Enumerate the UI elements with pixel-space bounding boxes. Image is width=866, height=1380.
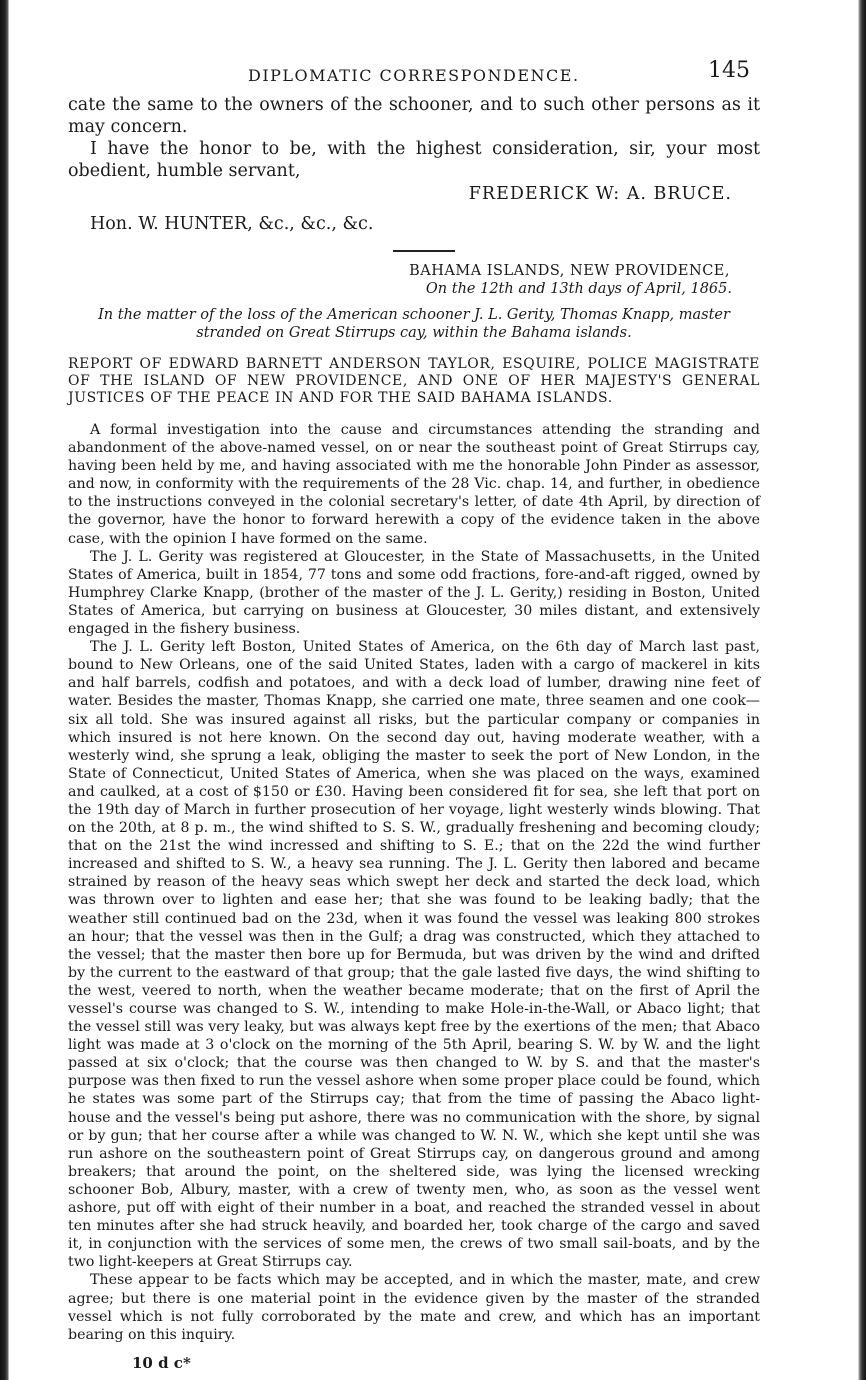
letter-paragraph: I have the honor to be, with the highest consideration, sir, your most obedient, humble servant, bbox=[68, 139, 760, 181]
report-heading: REPORT OF EDWARD BARNETT ANDERSON TAYLOR, ESQUIRE, POLICE MAGISTRATE OF THE ISLAND OF NEW PROVIDENCE, AND ONE OF HER MAJESTY'S GENERAL JUSTICES OF THE PEACE IN AND FOR THE SAID BAHAMA ISLANDS. bbox=[68, 356, 760, 406]
report-paragraph: The J. L. Gerity was registered at Gloucester, in the State of Massachusetts, in the United States of America, built in 1854, 77 tons and some odd fractions, fore-and-aft rigged, owned by Humphrey Clarke Knapp, (brother of the master of the J. L. Gerity,) residing in Boston, United States of America, but carrying on business at Gloucester, 30 miles distant, and extensively engaged in the fishery business. bbox=[68, 548, 760, 638]
running-title: DIPLOMATIC CORRESPONDENCE. bbox=[248, 66, 580, 85]
signature: FREDERICK W: A. BRUCE. bbox=[468, 184, 732, 204]
report-place: BAHAMA ISLANDS, NEW PROVIDENCE, bbox=[409, 263, 730, 279]
signature-mark: 10 d c* bbox=[132, 1353, 191, 1372]
scan-edge-left bbox=[0, 0, 9, 1380]
letter-paragraph: cate the same to the owners of the schooner, and to such other persons as it may concern. bbox=[68, 95, 760, 137]
report-paragraph: The J. L. Gerity left Boston, United States of America, on the 6th day of March last past, bound to New Orleans, one of the said United States, laden with a cargo of mackerel in kits and half barrels, codfish and potatoes, and with a deck load of lumber, drawing nine feet of water. Besides the master, Thomas Knapp, she carried one mate, three seamen and one cook—six all told. She was insured against all risks, but the particular company or companies in which insured is not here known. On the second day out, having moderate weather, with a westerly wind, she sprung a leak, obliging the master to seek the port of New London, in the State of Connecticut, United States of America, when she was placed on the ways, examined and caulked, at a cost of $150 or £30. Having been considered fit for sea, she left that port on the 19th day of March in further prosecution of her voyage, light westerly winds blowing. That on the 20th, at 8 p. m., the wind shifted to S. S. W., gradually freshening and becoming cloudy; that on the 21st the wind incressed and shifting to S. E.; that on the 22d the wind further increased and shifted to S. W., a heavy sea running. The J. L. Gerity then labored and became strained by reason of the heavy seas which swept her deck and started the deck load, which was thrown over to lighten and ease her; that she was found to be leaking badly; that the weather still continued bad on the 23d, when it was found the vessel was leaking 800 strokes an hour; that the vessel was then in the Gulf; a drag was constructed, which they attached to the vessel; that the master then bore up for Bermuda, but was driven by the wind and drifted by the current to the eastward of that group; that the gale lasted five days, the wind shifting to the west, veered to north, when the weather became moderate; that on the first of April the vessel's course was changed to S. W., intending to make Hole-in-the-Wall, or Abaco light; that the vessel still was very leaky, but was always kept free by the exertions of the men; that Abaco light was made at 3 o'clock on the morning of the 5th April, bearing S. W. by W. and the light passed at six o'clock; that the course was then changed to W. by S. and that the master's purpose was then fixed to run the vessel ashore when some proper place could be found, which he states was some part of the Stirrups cay; that from the time of passing the Abaco light-house and the vessel's being put ashore, there was no communication with the shore, by signal or by gun; that her course after a while was changed to W. N. W., which she kept until she was run ashore on the southeastern point of Great Stirrups cay, on dangerous ground and among breakers; that around the point, on the sheltered side, was lying the licensed wrecking schooner Bob, Albury, master, with a crew of twenty men, who, as soon as the vessel went ashore, put off with eight of their number in a boat, and reached the stranded vessel in about ten minutes after she had struck heavily, and boarded her, took charge of the cargo and saved it, in conjunction with the services of some men, the crews of two small sail-boats, and by the two light-keepers at Great Stirrups cay. bbox=[68, 639, 760, 1271]
document-page bbox=[68, 58, 760, 1372]
report-paragraph: A formal investigation into the cause and circumstances attending the stranding and abandonment of the above-named vessel, on or near the southeast point of Great Stirrups cay, having been held by me, and having associated with me the honorable John Pinder as assessor, and now, in conformity with the requirements of the 28 Vic. chap. 14, and further, in obedience to the instructions conveyed in the colonial secretary's letter, of date 4th April, by direction of the governor, have the honor to forward herewith a copy of the evidence taken in the above case, with the opinion I have formed on the same. bbox=[68, 422, 760, 547]
addressee: Hon. W. HUNTER, &c., &c., &c. bbox=[90, 214, 374, 234]
letter-closing bbox=[68, 94, 760, 234]
page-number: 145 bbox=[708, 58, 750, 83]
scan-edge-right bbox=[858, 0, 866, 1380]
report-matter: In the matter of the loss of the American schooner J. L. Gerity, Thomas Knapp, master stranded on Great Stirrups cay, within the Bahama islands. bbox=[98, 307, 730, 341]
report-paragraph: These appear to be facts which may be accepted, and in which the master, mate, and crew agree; but there is one material point in the evidence given by the master of the stranded vessel which is not fully corroborated by the mate and crew, and which has an important bearing on this inquiry. bbox=[68, 1272, 760, 1343]
report-body bbox=[68, 421, 760, 1344]
page-header bbox=[68, 58, 760, 94]
report-dates: On the 12th and 13th days of April, 1865. bbox=[425, 281, 732, 297]
section-divider bbox=[393, 250, 455, 252]
